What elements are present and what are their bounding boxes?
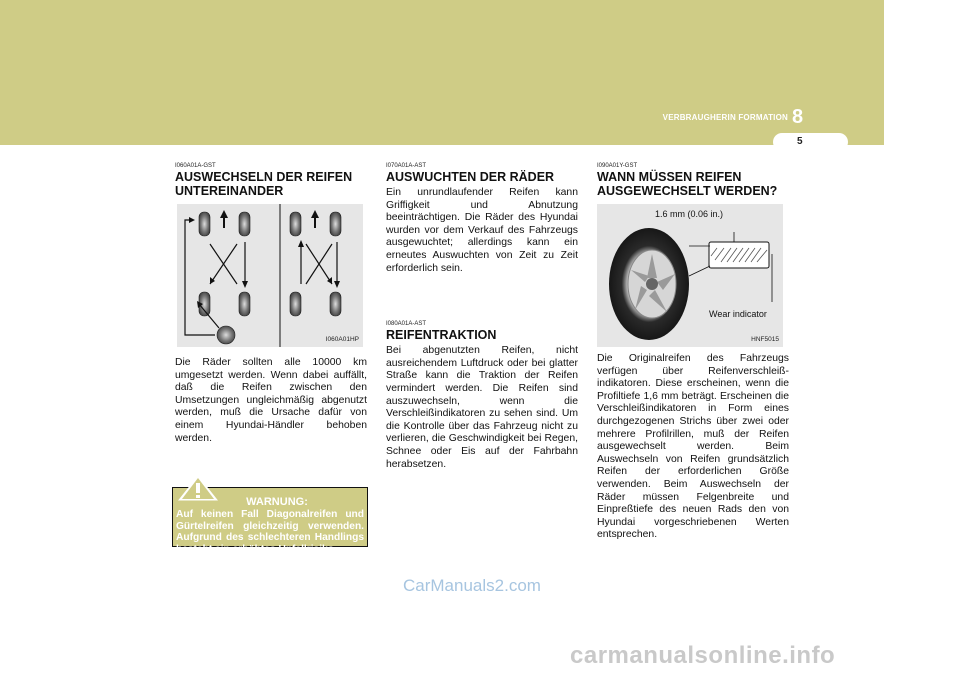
figure-code: HNF5015 xyxy=(751,336,779,343)
replacement-body: Die Originalreifen des Fahrzeugs verfügen über Reifenverschleiß-indikatoren. Diese erscheinen, wenn die Profiltiefe 1,6 mm beträgt. Erscheinen die Verschleißindikatoren in Form eines durchgezogenen Strichs über zwei oder mehrere Profilrillen, muß der Reifen ausgewechselt werden. Beim Auswechseln von Reifen grundsätzlich Reifen der erforderlichen Größe verwenden. Beim Auswechseln der Räder müssen Felgenbreite und Einpreßtiefe des neuen Rads den von Hyundai vorgeschriebenen Werten entsprechen. xyxy=(597,353,789,541)
page-number: 5 xyxy=(797,136,803,147)
page-tab xyxy=(773,133,848,151)
header-band xyxy=(0,0,884,145)
watermark-carmanuals2: CarManuals2.com xyxy=(403,576,541,595)
title-line-2: UNTEREINANDER xyxy=(175,184,284,198)
warning-text: Auf keinen Fall Diagonalreifen und Gürtelreifen gleichzeitig verwenden. Aufgrund des schlechteren Handlings besteht ein erhöhtes Unfallrisiko. xyxy=(176,509,364,555)
wear-indicator-figure xyxy=(597,204,783,347)
column-tire-replacement xyxy=(597,163,789,542)
tire-wear-icon xyxy=(597,204,783,347)
rotation-diagram-icon xyxy=(177,204,363,347)
section-code: I060A01A-GST xyxy=(175,163,216,169)
section-code: I070A01A-AST xyxy=(386,163,427,169)
section-title-rotation xyxy=(175,170,367,198)
balancing-body: Ein unrundlaufender Reifen kann Griffigkeit und Abnutzung beeinträchtigen. Die Räder des Hyundai wurden vor dem Verkauf des Fahrzeugs ausgewuchtet; allerdings kann ein erneutes Auswuchten von Zeit zu Zeit erforderlich sein. xyxy=(386,187,578,274)
warning-icon xyxy=(178,475,218,501)
section-title-traction: REIFENTRAKTION xyxy=(386,328,497,343)
wear-indicator-label: Wear indicator xyxy=(709,309,767,319)
section-title: VERBRAUGHERIN FORMATION xyxy=(662,113,788,122)
section-code: I090A01Y-GST xyxy=(597,163,638,169)
warning-title: WARNUNG: xyxy=(246,496,308,508)
column-balancing-traction xyxy=(386,163,578,471)
watermark-carmanualsonline: carmanualsonline.info xyxy=(570,642,836,669)
title-line-1: WANN MÜSSEN REIFEN xyxy=(597,170,742,184)
page-margin xyxy=(884,0,960,678)
figure-code: I060A01HP xyxy=(325,336,359,343)
rotation-body: Die Räder sollten alle 10000 km umgesetzt werden. Wenn dabei auffällt, daß die Reifen zwischen den Umsetzungen ungleichmäßig abgenutzt werden, muß die Ursache dafür von einem Hyundai-Händler behoben werden. xyxy=(175,357,367,444)
section-title-balancing: AUSWUCHTEN DER RÄDER xyxy=(386,170,555,184)
rotation-figure xyxy=(177,204,363,347)
section-title-replacement xyxy=(597,170,789,198)
depth-label: 1.6 mm (0.06 in.) xyxy=(655,209,724,219)
column-tire-rotation xyxy=(175,163,367,445)
title-line-1: AUSWECHSELN DER REIFEN xyxy=(175,170,353,184)
traction-body: Bei abgenutzten Reifen, nicht ausreichendem Luftdruck oder bei glatter Straße kann die Traktion der Reifen vermindert werden. Die Reifen sind auszuwechseln, wenn die Verschleißindikatoren zu sehen sind. Um die Kontrolle über das Fahrzeug nicht zu verlieren, die Geschwindigkeit bei Regen, Schnee oder Eis auf der Fahrbahn herabsetzen. xyxy=(386,345,578,470)
section-code: I080A01A-AST xyxy=(386,321,427,328)
title-line-2: AUSGEWECHSELT WERDEN? xyxy=(597,184,778,198)
chapter-number: 8 xyxy=(792,106,804,128)
